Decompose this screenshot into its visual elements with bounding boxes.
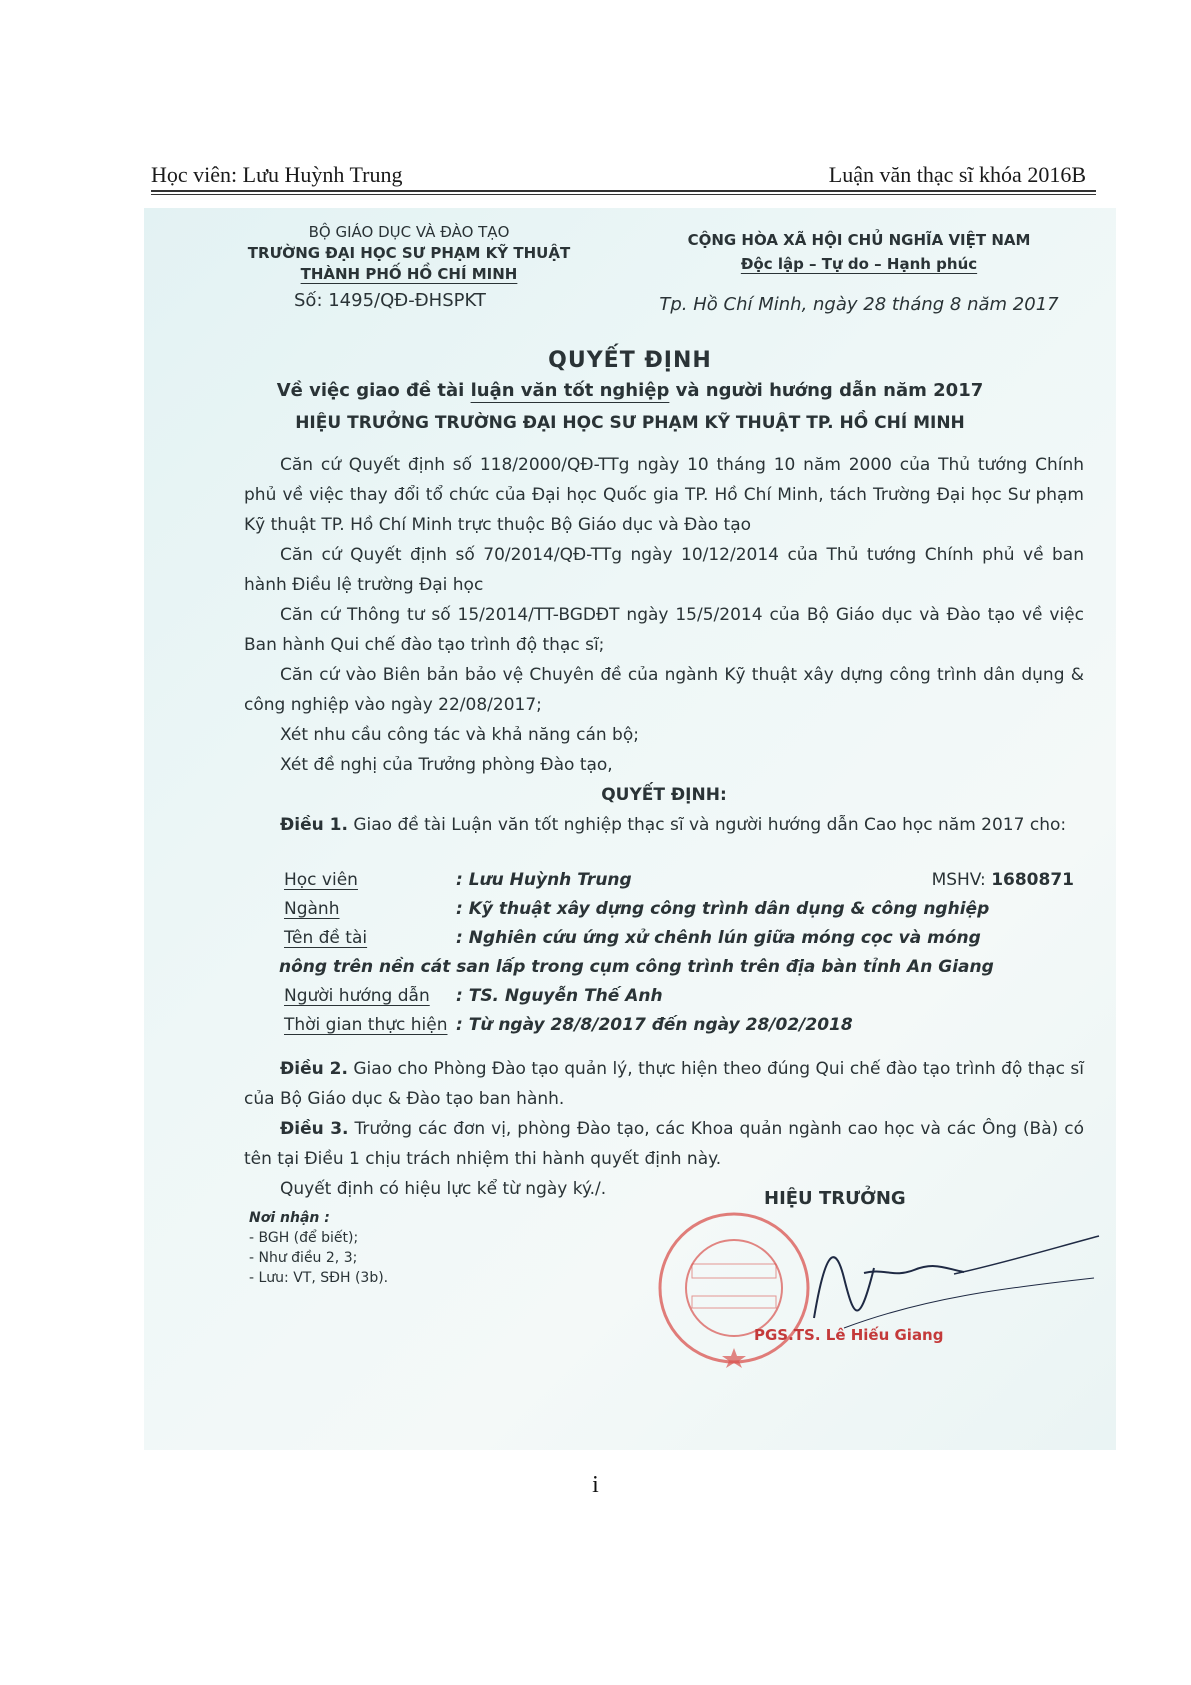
article-2-text: Giao cho Phòng Đào tạo quản lý, thực hiện theo đúng Qui chế đào tạo trình độ thạc sĩ của Bộ Giáo dục & Đào tạo ban hành. [244,1059,1085,1109]
page-header [151,158,1096,192]
info-row-period [284,1011,1094,1040]
period-label: Thời gian thực hiện [284,1015,448,1035]
issuer: HIỆU TRƯỞNG TRƯỜNG ĐẠI HỌC SƯ PHẠM KỸ THUẬT TP. HỒ CHÍ MINH [295,413,965,433]
decide-heading: QUYẾT ĐỊNH: [601,785,727,805]
header-student: Học viên: Lưu Huỳnh Trung [151,162,403,187]
articles [244,1054,1084,1204]
nation-line: CỘNG HÒA XÃ HỘI CHỦ NGHĨA VIỆT NAM [687,231,1031,249]
signature [804,1218,1104,1338]
article-3 [244,1114,1084,1174]
student-value: : Lưu Huỳnh Trung [456,870,632,890]
recipients-head: Nơi nhận : [249,1210,330,1226]
subject-post: và người hướng dẫn năm 2017 [669,380,984,401]
topic-value: : Nghiên cứu ứng xử chênh lún giữa móng cọc và móng [456,928,981,948]
mshv-value: 1680871 [991,870,1074,890]
recipient-1: - BGH (để biết); [249,1230,359,1246]
mshv [932,866,1074,895]
article-1-label: Điều 1. [280,815,348,835]
article-2-label: Điều 2. [280,1059,348,1079]
header-rule [151,190,1096,192]
info-row-student [284,866,1094,895]
basis-5: Xét nhu cầu công tác và khả năng cán bộ; [280,725,639,745]
ministry-block [204,222,614,285]
header-thesis: Luận văn thạc sĩ khóa 2016B [828,162,1086,187]
subject-underlined: luận văn tốt nghiệp [470,380,670,401]
legal-bases [244,450,1084,840]
motto-line: Độc lập – Tự do – Hạnh phúc [740,255,978,273]
basis-4: Căn cứ vào Biên bản bảo vệ Chuyên đề của ngành Kỹ thuật xây dựng công trình dân dụng & công nghiệp vào ngày 22/08/2017; [244,665,1084,715]
advisor-value: : TS. Nguyễn Thế Anh [456,986,663,1006]
signer-name: PGS.TS. Lê Hiếu Giang [754,1326,944,1344]
basis-3: Căn cứ Thông tư số 15/2014/TT-BGDĐT ngày 15/5/2014 của Bộ Giáo dục và Đào tạo về việc Ban hành Qui chế đào tạo trình độ thạc sĩ; [244,605,1084,655]
mshv-label: MSHV: [931,870,992,890]
advisor-label: Người hướng dẫn [284,986,430,1006]
school-line: TRƯỜNG ĐẠI HỌC SƯ PHẠM KỸ THUẬT [247,244,571,262]
info-row-topic-cont [279,953,1094,982]
ministry-line: BỘ GIÁO DỤC VÀ ĐÀO TẠO [308,223,510,241]
basis-2: Căn cứ Quyết định số 70/2014/QĐ-TTg ngày 10/12/2014 của Thủ tướng Chính phủ về ban hành Điều lệ trường Đại học [244,545,1084,595]
place-date: Tp. Hồ Chí Minh, ngày 28 tháng 8 năm 2017 [659,294,1059,315]
topic-value-cont: nông trên nền cát san lấp trong cụm công trình trên địa bàn tỉnh An Giang [279,957,994,977]
doc-number: Số: 1495/QĐ-ĐHSPKT [294,290,486,311]
info-row-topic [284,924,1094,953]
topic-label: Tên đề tài [284,928,368,948]
article-3-label: Điều 3. [280,1119,349,1139]
recipients [249,1208,388,1288]
signature-title: HIỆU TRƯỞNG [764,1188,906,1209]
info-row-advisor [284,982,1094,1011]
major-value: : Kỹ thuật xây dựng công trình dân dụng & công nghiệp [456,899,990,919]
basis-6: Xét đề nghị của Trưởng phòng Đào tạo, [280,755,613,775]
page-number: i [592,1472,599,1498]
decision-subject [144,380,1116,401]
assignment-info [279,866,1094,1040]
recipient-3: - Lưu: VT, SĐH (3b). [249,1270,389,1286]
effect-clause: Quyết định có hiệu lực kể từ ngày ký./. [280,1179,607,1199]
seal-stamp [654,1208,814,1368]
header-rule-thin [151,194,1096,195]
decision-title: QUYẾT ĐỊNH [548,348,712,373]
period-value: : Từ ngày 28/8/2017 đến ngày 28/02/2018 [456,1015,853,1035]
recipient-2: - Như điều 2, 3; [249,1250,358,1266]
article-3-text: Trưởng các đơn vị, phòng Đào tạo, các Khoa quản ngành cao học và các Ông (Bà) có tên tại Điều 1 chịu trách nhiệm thi hành quyết định này. [244,1119,1084,1169]
article-1-text: Giao đề tài Luận văn tốt nghiệp thạc sĩ và người hướng dẫn Cao học năm 2017 cho: [347,815,1067,835]
article-1 [244,810,1084,840]
major-label: Ngành [284,899,340,919]
article-2 [244,1054,1084,1114]
city-line: THÀNH PHỐ HỒ CHÍ MINH [300,265,518,283]
info-row-major [284,895,1094,924]
scanned-decision [144,208,1116,1450]
nation-block [644,228,1074,276]
student-label: Học viên [284,870,358,890]
basis-1: Căn cứ Quyết định số 118/2000/QĐ-TTg ngày 10 tháng 10 năm 2000 của Thủ tướng Chính phủ về việc thay đổi tổ chức của Đại học Quốc gia TP. Hồ Chí Minh, tách Trường Đại học Sư phạm Kỹ thuật TP. Hồ Chí Minh trực thuộc Bộ Giáo dục và Đào tạo [244,455,1084,535]
subject-pre: Về việc giao đề tài [276,380,471,401]
